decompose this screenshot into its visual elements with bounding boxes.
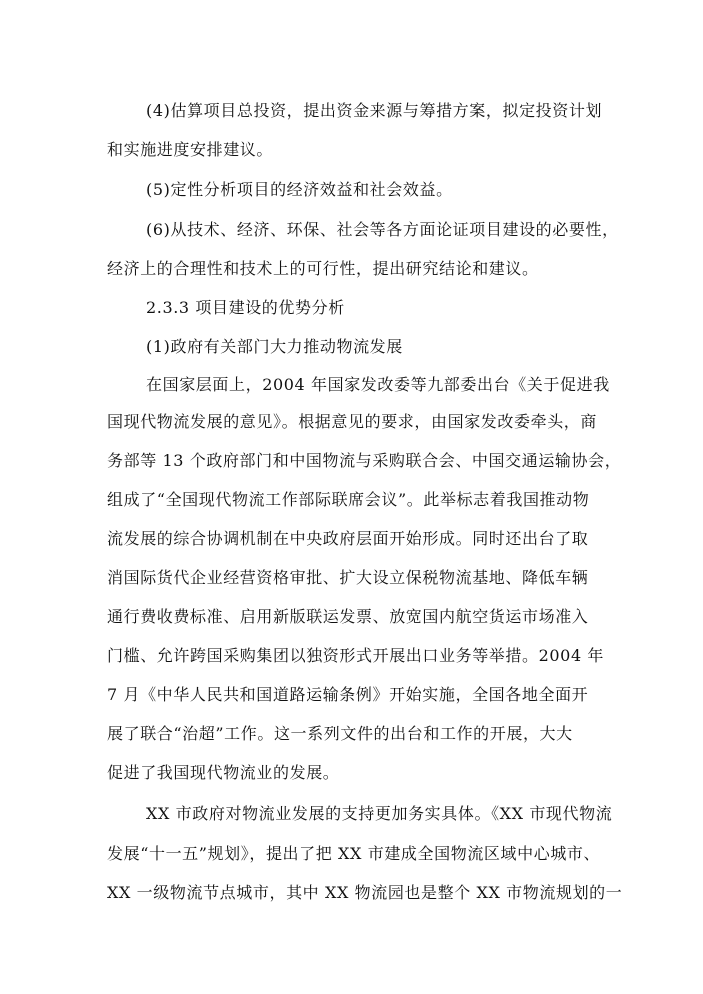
text-line: 在国家层面上，2004 年国家发改委等九部委出台《关于促进我	[146, 375, 610, 394]
subsection-heading: (1)政府有关部门大力推动物流发展	[146, 337, 403, 356]
text-line: (6)从技术、经济、环保、社会等各方面论证项目建设的必要性，	[146, 220, 619, 239]
section-heading: 2.3.3 项目建设的优势分析	[146, 298, 345, 317]
text-line: XX 一级物流节点城市，其中 XX 物流园也是整个 XX 市物流规划的一	[107, 883, 623, 902]
text-line: (5)定性分析项目的经济效益和社会效益。	[146, 180, 453, 199]
text-line: 7 月《中华人民共和国道路运输条例》开始实施，全国各地全面开	[107, 685, 589, 704]
text-line: 展了联合“治超”工作。这一系列文件的出台和工作的开展，大大	[107, 724, 573, 743]
text-line: 国现代物流发展的意见》。根据意见的要求，由国家发改委牵头，商	[107, 412, 598, 431]
text-line: 组成了“全国现代物流工作部际联席会议”。此举标志着我国推动物	[107, 490, 590, 509]
text-line: 流发展的综合协调机制在中央政府层面开始形成。同时还出台了取	[107, 529, 589, 548]
text-line: 促进了我国现代物流业的发展。	[107, 763, 340, 782]
text-line: 消国际货代企业经营资格审批、扩大设立保税物流基地、降低车辆	[107, 568, 589, 587]
text-line: XX 市政府对物流业发展的支持更加务实具体。《XX 市现代物流	[146, 804, 613, 823]
text-line: 经济上的合理性和技术上的可行性，提出研究结论和建议。	[107, 259, 539, 278]
text-line: 通行费收费标准、启用新版联运发票、放宽国内航空货运市场准入	[107, 607, 589, 626]
text-line: 门槛、允许跨国采购集团以独资形式开展出口业务等举措。2004 年	[107, 646, 605, 665]
text-line: 和实施进度安排建议。	[107, 140, 274, 159]
text-line: (4)估算项目总投资，提出资金来源与筹措方案，拟定投资计划	[146, 101, 603, 120]
text-line: 发展“十一五”规划》，提出了把 XX 市建成全国物流区域中心城市、	[107, 844, 601, 863]
text-line: 务部等 13 个政府部门和中国物流与采购联合会、中国交通运输协会，	[107, 451, 622, 470]
